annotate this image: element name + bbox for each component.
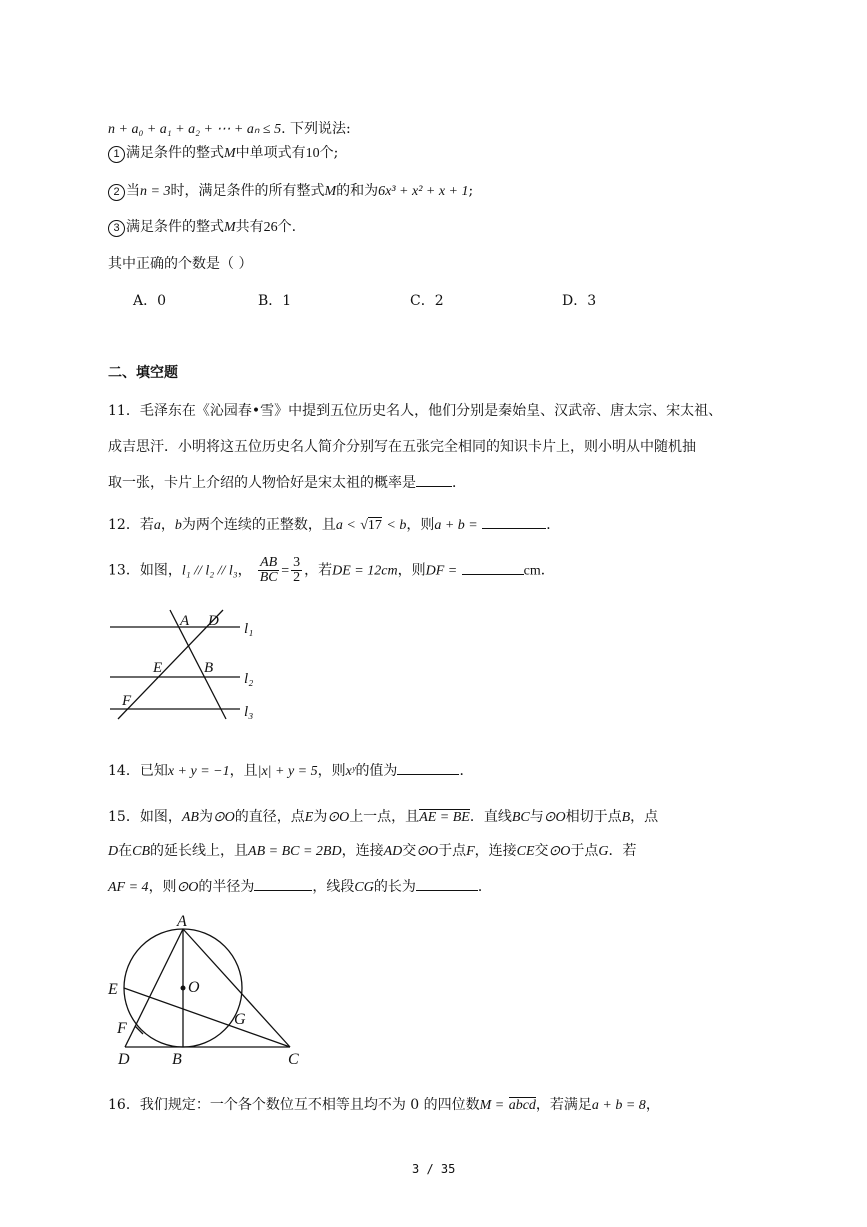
text: ， (160, 517, 175, 533)
point-F: F (466, 844, 475, 859)
page-number: 3 / 35 (412, 1162, 456, 1176)
text: 为 (313, 809, 328, 825)
text: 交 (402, 843, 417, 859)
math: AB = BC = 2BD (248, 844, 342, 859)
center-dot (181, 986, 186, 991)
section-title: 二、填空题 (108, 365, 178, 381)
text: ，若满足 (535, 1097, 592, 1113)
text: 于点 (570, 843, 599, 859)
label-l3: l₃ (244, 704, 254, 720)
math: AF = 4 (108, 880, 149, 895)
q15-line-3 (108, 876, 492, 896)
figure-13-parallel-lines (100, 605, 270, 730)
q10-statement-1 (108, 142, 338, 163)
text: ，点 (630, 809, 659, 825)
math: < b (386, 518, 407, 533)
number: 10 (305, 146, 320, 161)
text: 15．如图， (108, 809, 182, 825)
q10-statement-3 (108, 216, 296, 237)
answer-blank (482, 514, 546, 529)
circle-O: ⊙O (416, 844, 439, 859)
arc-equality: AE = BE (419, 810, 470, 825)
label-C: C (288, 1051, 299, 1068)
statement-2-marker: 2 (108, 184, 125, 201)
q10-ask: 其中正确的个数是（ ） (108, 256, 253, 272)
option-a: A．0 (133, 293, 167, 309)
text: 与 (529, 809, 544, 825)
math: a + b = (434, 518, 478, 533)
fraction-ab-bc (258, 556, 279, 585)
text: 共有 (235, 219, 264, 235)
numerator: AB (260, 555, 278, 570)
text: 于点 (438, 843, 467, 859)
q11-line-2: 成吉思汗．小明将这五位历史名人简介分别写在五张完全相同的知识卡片上，则小明从中随机抽 (108, 439, 696, 455)
q14 (108, 760, 473, 780)
text: 当 (126, 183, 140, 199)
text: 个. (277, 219, 297, 235)
text: ． (459, 763, 474, 779)
text: ; (468, 183, 474, 199)
var-b: b (174, 518, 182, 533)
text: ，则 (406, 517, 435, 533)
text: ．直线 (469, 809, 512, 825)
text: 满足条件的整式 (126, 145, 224, 161)
text: ． (546, 517, 561, 533)
segment-ec (124, 988, 290, 1047)
text: 14．已知 (108, 763, 168, 779)
text: 12．若 (108, 517, 154, 533)
math: DE = 12cm (332, 563, 398, 579)
var-M: M (324, 184, 337, 199)
math: AB (181, 810, 199, 825)
q10-condition-tail: . 下列说法: (281, 121, 351, 137)
math: DF = (425, 563, 458, 579)
text: ，且 (229, 763, 258, 779)
text: 在 (118, 843, 133, 859)
text: ，则 (397, 562, 426, 579)
text: ，连接 (341, 843, 384, 859)
text: 的直径，点 (234, 809, 305, 825)
unit: cm (523, 563, 541, 579)
statement-3-marker: 3 (108, 220, 125, 237)
numerator: 3 (293, 555, 301, 570)
text: 为 (198, 809, 213, 825)
point-B: B (621, 810, 631, 825)
q10-statement-2 (108, 180, 473, 201)
q15-line-1 (108, 806, 658, 826)
label-l1: l₁ (244, 621, 254, 637)
label-B: B (204, 660, 214, 676)
var-a: a (153, 518, 161, 533)
text: 的延长线上，且 (150, 843, 249, 859)
option-c: C．2 (410, 293, 444, 309)
sqrt-sign: √ (360, 518, 368, 533)
var-M: M (224, 146, 236, 161)
circle-O: ⊙O (176, 880, 199, 895)
segment-ad (125, 929, 183, 1047)
text: ，则 (317, 763, 346, 779)
math: xʸ (345, 764, 356, 779)
label-E: E (153, 660, 163, 676)
text: 为两个连续的正整数，且 (181, 517, 336, 533)
answer-blank (397, 760, 459, 775)
circle-O: ⊙O (543, 810, 566, 825)
math: a < (335, 518, 356, 533)
text: 的值为 (355, 763, 398, 779)
math: l₁ // l₂ // l₃ (181, 563, 238, 579)
option-d: D．3 (562, 293, 597, 309)
label-A: A (180, 613, 190, 629)
math: BC (511, 810, 530, 825)
label-G: G (234, 1011, 246, 1028)
q16 (108, 1094, 660, 1114)
text: 上一点，且 (349, 809, 420, 825)
text: 的长为 (373, 879, 416, 895)
text: 时，满足条件的所有整式 (170, 183, 325, 199)
label-D: D (208, 613, 219, 629)
circle-O: ⊙O (548, 844, 571, 859)
option-b: B．1 (258, 293, 292, 309)
math: AD (383, 844, 403, 859)
number: 26 (263, 220, 278, 235)
math: |x| + y = 5 (257, 764, 318, 779)
label-A: A (177, 913, 187, 930)
label-F: F (122, 693, 132, 709)
math: CB (132, 844, 151, 859)
text: = (281, 563, 290, 579)
text: ，线段 (312, 879, 355, 895)
text: 的半径为 (198, 879, 255, 895)
radicand: 17 (367, 518, 382, 533)
label-D: D (118, 1051, 130, 1068)
point-G: G (598, 844, 609, 859)
point-D: D (108, 844, 119, 859)
math: 6x³ + x² + x + 1 (378, 184, 469, 199)
text: 相切于点 (565, 809, 622, 825)
text: ， (645, 1097, 660, 1113)
text: 个; (319, 145, 339, 161)
answer-blank (462, 560, 524, 575)
var-M: M (224, 220, 236, 235)
q11-line-1: 11．毛泽东在《沁园春•雪》中提到五位历史名人，他们分别是秦始皇、汉武帝、唐太宗、宋太祖、 (108, 403, 723, 419)
text: ． (540, 562, 555, 579)
point-E: E (304, 810, 314, 825)
text: ，若 (304, 562, 333, 579)
text: ．若 (608, 843, 637, 859)
text: ，连接 (474, 843, 517, 859)
text: ， (237, 562, 252, 579)
answer-blank-radius (254, 876, 312, 891)
text: 中单项式有 (235, 145, 306, 161)
text: 的和为 (336, 183, 379, 199)
overline-number: abcd (508, 1098, 536, 1113)
q13 (108, 556, 555, 585)
fraction-3-2 (291, 556, 302, 585)
text: ，则 (148, 879, 177, 895)
math: CE (516, 844, 535, 859)
label-O: O (188, 979, 200, 996)
text: 取一张，卡片上介绍的人物恰好是宋太祖的概率是 (108, 475, 416, 491)
label-l2: l₂ (244, 671, 254, 687)
denominator: BC (259, 570, 278, 585)
text: 交 (534, 843, 549, 859)
denominator: 2 (293, 570, 301, 585)
circle-O: ⊙O (212, 810, 235, 825)
text: 13．如图， (108, 562, 182, 579)
circle-O: ⊙O (327, 810, 350, 825)
text: ． (452, 475, 466, 491)
math: M = (479, 1098, 505, 1113)
q10-condition (108, 118, 351, 138)
math: CG (354, 880, 374, 895)
answer-blank (416, 472, 452, 487)
label-F: F (117, 1020, 127, 1037)
statement-1-marker: 1 (108, 146, 125, 163)
label-E: E (108, 981, 118, 998)
label-B: B (172, 1051, 182, 1068)
text: ． (477, 879, 492, 895)
q12 (108, 514, 560, 534)
q15-line-2 (108, 840, 637, 860)
math: n = 3 (140, 184, 171, 199)
q10-condition-math: n + a₀ + a₁ + a₂ + ⋯ + aₙ ≤ 5 (108, 122, 282, 137)
q11-line-3 (108, 472, 466, 492)
text: 满足条件的整式 (126, 219, 224, 235)
text: 16．我们规定：一个各个数位互不相等且均不为 0 的四位数 (108, 1097, 480, 1113)
answer-blank-cg (416, 876, 478, 891)
math: a + b = 8 (591, 1098, 646, 1113)
figure-15-circle (100, 910, 320, 1075)
math: x + y = −1 (167, 764, 230, 779)
